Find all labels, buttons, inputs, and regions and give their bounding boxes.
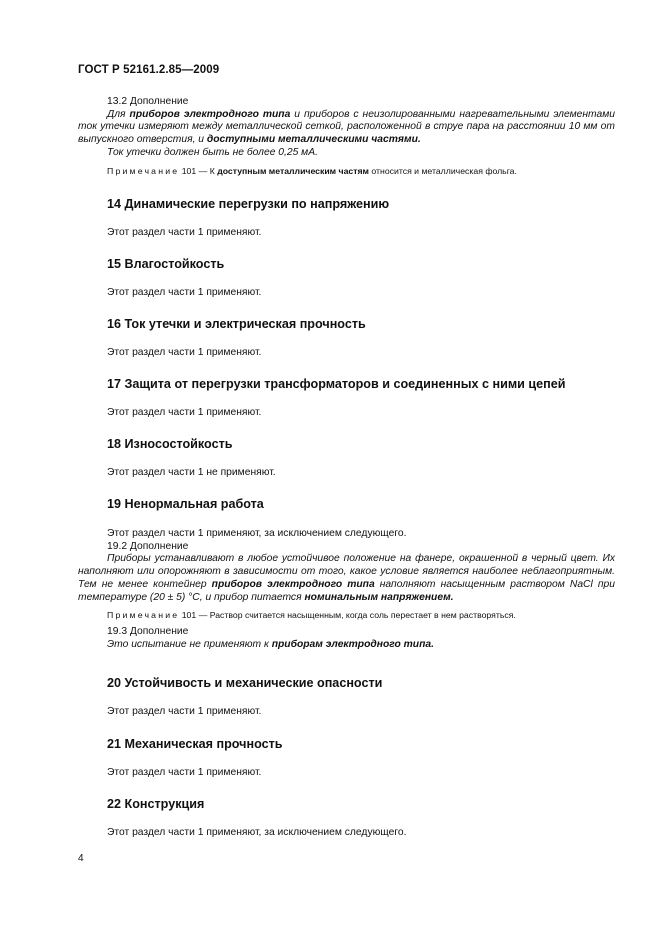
section-text: Этот раздел части 1 применяют. bbox=[107, 767, 262, 778]
subsection-title: 19.2 Дополнение bbox=[107, 540, 189, 552]
paragraph: Для приборов электродного типа и приборов с неизолированными нагревательными элементами ток утечки измеряют между металлической сеткой, расположенной в струе пара на расстоянии 10 мм от выпускного отверстия, и доступными металлическими частями. bbox=[78, 108, 616, 146]
section-text: Этот раздел части 1 применяют. bbox=[107, 407, 262, 418]
section-19-body bbox=[78, 528, 615, 652]
section-heading: 15 Влагостойкость bbox=[107, 257, 225, 271]
section-text: Этот раздел части 1 применяют. bbox=[107, 706, 262, 717]
section-heading: 17 Защита от перегрузки трансформаторов и соединенных с ними цепей bbox=[107, 377, 566, 391]
section-heading: 16 Ток утечки и электрическая прочность bbox=[107, 317, 366, 331]
section-13-2 bbox=[78, 96, 615, 177]
section-heading: 20 Устойчивость и механические опасности bbox=[107, 676, 383, 690]
section-text: Этот раздел части 1 применяют, за исключением следующего. bbox=[107, 827, 407, 838]
subsection-title: 13.2 Дополнение bbox=[107, 96, 189, 107]
paragraph: Ток утечки должен быть не более 0,25 мА. bbox=[107, 146, 318, 158]
note: Примечание 101 — К доступным металлическим частям относится и металлическая фольга. bbox=[107, 165, 517, 176]
paragraph: Это испытание не применяют к приборам электродного типа. bbox=[107, 638, 434, 650]
subsection-title: 19.3 Дополнение bbox=[107, 626, 189, 638]
paragraph: Приборы устанавливают в любое устойчивое положение на фанере, окрашенной в черный цвет. Их наполняют или опорожняют в зависимости от того, какое условие является наиболее неблагоприятным. Тем не менее контейнер приборов электродного типа наполняют насыщенным раствором NaCl при температуре (20 ± 5) °С, и прибор питается номинальным напряжением. bbox=[78, 553, 615, 603]
note: Примечание 101 — Раствор считается насыщенным, когда соль перестает в нем растворяться. bbox=[107, 610, 516, 621]
section-text: Этот раздел части 1 применяют. bbox=[107, 347, 262, 358]
section-heading: 14 Динамические перегрузки по напряжению bbox=[107, 197, 390, 211]
section-heading: 21 Механическая прочность bbox=[107, 737, 283, 751]
section-text: Этот раздел части 1 не применяют. bbox=[107, 467, 276, 478]
section-text: Этот раздел части 1 применяют. bbox=[107, 287, 262, 298]
section-heading: 22 Конструкция bbox=[107, 797, 205, 811]
page-number: 4 bbox=[78, 853, 84, 864]
section-text: Этот раздел части 1 применяют. bbox=[107, 227, 262, 238]
section-text: Этот раздел части 1 применяют, за исключением следующего. bbox=[107, 528, 407, 539]
document-header: ГОСТ Р 52161.2.85—2009 bbox=[78, 64, 220, 76]
section-heading: 18 Износостойкость bbox=[107, 437, 233, 451]
section-heading: 19 Ненормальная работа bbox=[107, 497, 264, 511]
